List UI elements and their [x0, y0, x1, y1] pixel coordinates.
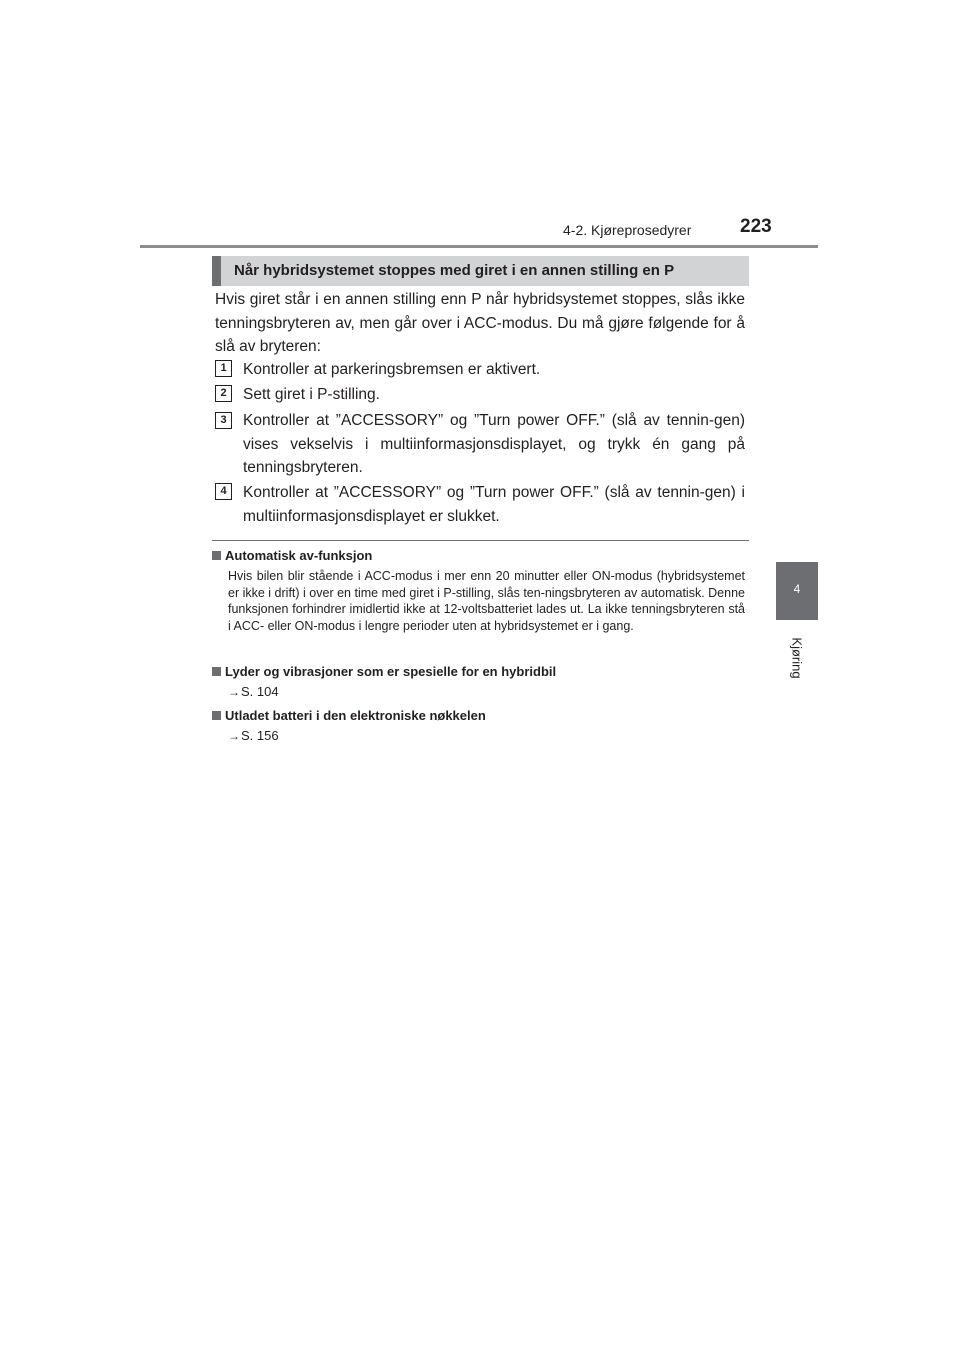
- section-divider: [212, 540, 749, 541]
- step-number: 3: [215, 412, 232, 429]
- note-heading: Utladet batteri i den elektroniske nøkkelen: [212, 708, 486, 723]
- page-reference: →S. 156: [228, 728, 279, 743]
- step-number: 1: [215, 360, 232, 377]
- note-body: Hvis bilen blir stående i ACC-modus i mer enn 20 minutter eller ON-modus (hybridsystemet er ikke i drift) i over en time med giret i P-stilling, slås ten-ningsbryteren av automatisk. Denne funksjonen forhindrer imidlertid ikke at 12-voltsbatteriet lades ut. La ikke tenningsbryteren stå i ACC- eller ON-modus i lengre perioder uten at hybridsystemet er i gang.: [228, 569, 745, 633]
- header-divider: [140, 245, 818, 248]
- step-text: Kontroller at parkeringsbremsen er aktivert.: [243, 361, 541, 378]
- section-title: Når hybridsystemet stoppes med giret i en annen stilling en P: [234, 262, 675, 279]
- right-arrow-icon: →: [228, 729, 240, 743]
- square-bullet-icon: [212, 551, 221, 560]
- square-bullet-icon: [212, 711, 221, 720]
- chapter-tab-label: Kjøring: [789, 637, 805, 679]
- step-text: Kontroller at ”ACCESSORY” og ”Turn power OFF.” (slå av tennin-gen) vises vekselvis i multiinformasjonsdisplayet, og trykk én gang på tenningsbryteren.: [243, 412, 745, 476]
- section-intro: Hvis giret står i en annen stilling enn P når hybridsystemet stoppes, slås ikke tenningsbryteren av, men går over i ACC-modus. Du må gjøre følgende for å slå av bryteren:: [215, 291, 745, 355]
- step-number: 2: [215, 385, 232, 402]
- section-title-bar: [212, 256, 749, 286]
- step-text: Sett giret i P-stilling.: [243, 386, 380, 403]
- page-reference: →S. 104: [228, 684, 279, 699]
- chapter-tab-number: 4: [793, 582, 801, 596]
- right-arrow-icon: →: [228, 685, 240, 699]
- square-bullet-icon: [212, 667, 221, 676]
- header-section-title: 4-2. Kjøreprosedyrer: [563, 222, 692, 238]
- step-number: 4: [215, 483, 232, 500]
- note-heading: Lyder og vibrasjoner som er spesielle for en hybridbil: [212, 664, 556, 679]
- chapter-tab: [776, 562, 818, 620]
- page-number: 223: [740, 216, 772, 237]
- step-text: Kontroller at ”ACCESSORY” og ”Turn power OFF.” (slå av tennin-gen) i multiinformasjonsdisplayet er slukket.: [243, 484, 745, 525]
- note-heading: Automatisk av-funksjon: [212, 548, 372, 563]
